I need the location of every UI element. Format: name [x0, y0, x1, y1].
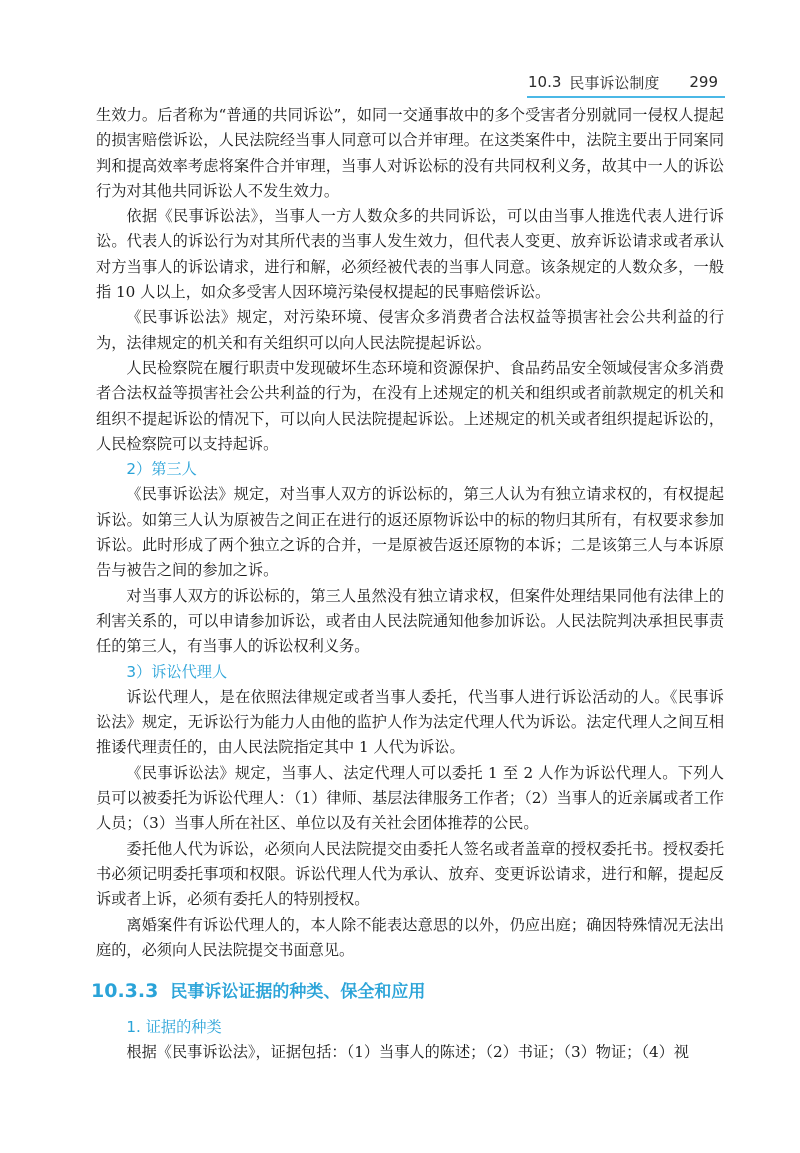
paragraph-10: 离婚案件有诉讼代理人的，本人除不能表达意思的以外，仍应出庭；确因特殊情况无法出庭的，必须向人民法院提交书面意见。 [96, 915, 724, 959]
page-number: 299 [689, 73, 718, 91]
paragraph-1: 生效力。后者称为“普通的共同诉讼”，如同一交通事故中的多个受害者分别就同一侵权人提起的损害赔偿诉讼，人民法院经当事人同意可以合并审理。在这类案件中，法院主要出于同案同判和提高效率考虑将案件合并审理，当事人对诉讼标的没有共同权利义务，故其中一人的诉讼行为对其他共同诉讼人不发生效力。 [96, 106, 724, 200]
paragraph-6: 对当事人双方的诉讼标的，第三人虽然没有独立请求权，但案件处理结果同他有法律上的利害关系的，可以申请参加诉讼，或者由人民法院通知他参加诉讼。人民法院判决承担民事责任的第三人，有当事人的诉讼权利义务。 [96, 586, 724, 656]
paragraph-4: 人民检察院在履行职责中发现破坏生态环境和资源保护、食品药品安全领域侵害众多消费者合法权益等损害社会公共利益的行为，在没有上述规定的机关和组织或者前款规定的机关和组织不提起诉讼的情况下，可以向人民法院提起诉讼。上述规定的机关或者组织提起诉讼的，人民检察院可以支持起诉。 [96, 358, 724, 453]
paragraph-2: 依据《民事诉讼法》，当事人一方人数众多的共同诉讼，可以由当事人推选代表人进行诉讼。代表人的诉讼行为对其所代表的当事人发生效力，但代表人变更、放弃诉讼请求或者承认对方当事人的诉讼请求，进行和解，必须经被代表的当事人同意。该条规定的人数众多，一般指 10 人以上，如众多受害人因环境污染侵权提起的民事赔偿诉讼。 [96, 207, 724, 302]
subheading-third-party: 2）第三人 [126, 460, 197, 479]
header-section-number: 10.3 [528, 73, 562, 91]
running-header [528, 70, 718, 94]
header-section-name: 民事诉讼制度 [569, 73, 660, 92]
header-rule [527, 96, 725, 98]
section-heading-title: 民事诉讼证据的种类、保全和应用 [170, 982, 426, 1003]
subheading-litigation-agent: 3）诉讼代理人 [126, 662, 228, 681]
paragraph-8: 《民事诉讼法》规定，当事人、法定代理人可以委托 1 至 2 人作为诉讼代理人。下列人员可以被委托为诉讼代理人：（1）律师、基层法律服务工作者；（2）当事人的近亲属或者工作人员；（3）当事人所在社区、单位以及有关社会团体推荐的公民。 [96, 763, 724, 833]
paragraph-7: 诉讼代理人，是在依照法律规定或者当事人委托，代当事人进行诉讼活动的人。《民事诉讼法》规定，无诉讼行为能力人由他的监护人作为法定代理人代为诉讼。法定代理人之间互相推诿代理责任的，由人民法院指定其中 1 人代为诉讼。 [96, 687, 724, 757]
page-body [91, 103, 724, 1066]
paragraph-5: 《民事诉讼法》规定，对当事人双方的诉讼标的，第三人认为有独立请求权的，有权提起诉讼。如第三人认为原被告之间正在进行的返还原物诉讼中的标的物归其所有，有权要求参加诉讼。此时形成了两个独立之诉的合并，一是原被告返还原物的本诉；二是该第三人与本诉原告与被告之间的参加之诉。 [96, 485, 724, 580]
paragraph-11: 根据《民事诉讼法》，证据包括：（1）当事人的陈述；（2）书证；（3）物证；（4）视 [126, 1043, 689, 1062]
subheading-evidence-types: 1. 证据的种类 [126, 1018, 222, 1037]
section-heading-number: 10.3.3 [91, 980, 159, 1003]
paragraph-9: 委托他人代为诉讼，必须向人民法院提交由委托人签名或者盖章的授权委托书。授权委托书必须记明委托事项和权限。诉讼代理人代为承认、放弃、变更诉讼请求，进行和解，提起反诉或者上诉，必须有委托人的特别授权。 [96, 839, 724, 909]
paragraph-3: 《民事诉讼法》规定，对污染环境、侵害众多消费者合法权益等损害社会公共利益的行为，法律规定的机关和有关组织可以向人民法院提起诉讼。 [96, 308, 724, 352]
section-heading [91, 977, 724, 1009]
